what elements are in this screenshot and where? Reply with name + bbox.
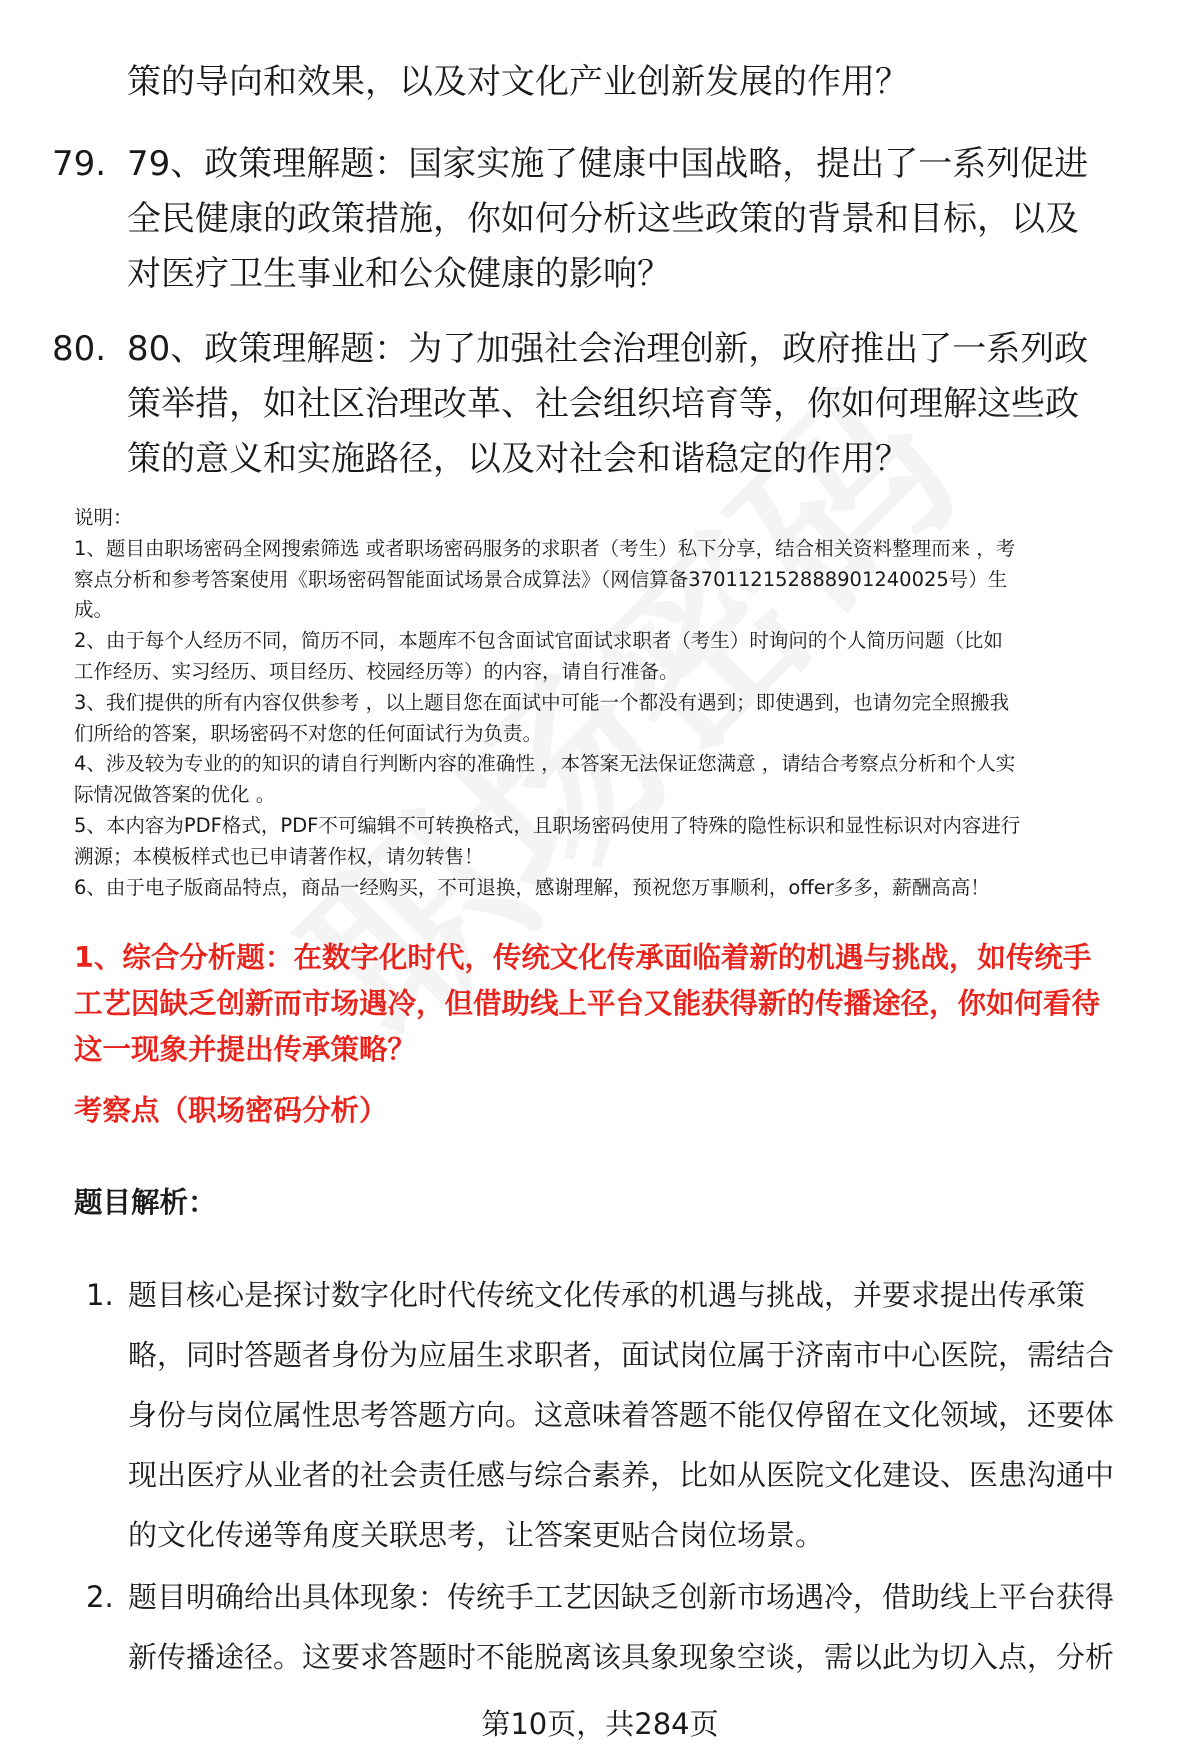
analysis-line: 新传播途径。这要求答题时不能脱离该具象现象空谈，需以此为切入点，分析 (128, 1640, 1115, 1674)
question-line: 对医疗卫生事业和公众健康的影响？ (127, 254, 671, 294)
featured-question-line: 工艺因缺乏创新而市场遇冷，但借助线上平台又能获得新的传播途径，你如何看待 (74, 987, 1101, 1020)
featured-question (74, 935, 1174, 1073)
notes-line: 成。 (74, 598, 114, 622)
analysis-heading: 题目解析： (74, 1186, 217, 1219)
notes-line: 6、由于电子版商品特点，商品一经购买，不可退换，感谢理解，预祝您万事顺利，offer多多，薪酬高高！ (74, 875, 990, 899)
question-line: 全民健康的政策措施，你如何分析这些政策的背景和目标，以及 (127, 199, 1079, 239)
notes-line: 1、题目由职场密码全网搜索筛选 或者职场密码服务的求职者（考生）私下分享，结合相关资料整理而来 ，考 (74, 536, 1016, 560)
previous-question-tail: 策的导向和效果，以及对文化产业创新发展的作用？ (127, 62, 909, 102)
featured-question-line: 1、综合分析题：在数字化时代，传统文化传承面临着新的机遇与挑战，如传统手 (74, 941, 1092, 974)
featured-question-line: 这一现象并提出传承策略？ (74, 1033, 417, 1066)
analysis-line: 身份与岗位属性思考答题方向。这意味着答题不能仅停留在文化领域，还要体 (128, 1398, 1115, 1432)
notes-section (74, 503, 1154, 903)
notes-title: 说明： (74, 506, 133, 529)
question-line: 策举措，如社区治理改革、社会组织培育等，你如何理解这些政 (127, 384, 1079, 424)
analysis-line: 现出医疗从业者的社会责任感与综合素养，比如从医院文化建设、医患沟通中 (128, 1458, 1115, 1492)
notes-line: 溯源；本模板样式也已申请著作权，请勿转售！ (74, 844, 484, 868)
notes-line: 2、由于每个人经历不同，简历不同，本题库不包含面试官面试求职者（考生）时询问的个人简历问题（比如 (74, 629, 1003, 653)
notes-line: 4、涉及较为专业的的知识的请自行判断内容的准确性 ，本答案无法保证您满意 ，请结合考察点分析和个人实 (74, 752, 1016, 776)
notes-line: 际情况做答案的优化 。 (74, 783, 276, 807)
analysis-number: 1. (86, 1278, 114, 1312)
question-number: 80. (52, 329, 107, 369)
page-footer: 第10页，共284页 (481, 1707, 719, 1741)
analysis-line: 略，同时答题者身份为应届生求职者，面试岗位属于济南市中心医院，需结合 (128, 1338, 1115, 1372)
notes-line: 工作经历、实习经历、项目经历、校园经历等）的内容，请自行准备。 (74, 659, 679, 683)
question-line: 80、政策理解题：为了加强社会治理创新，政府推出了一系列政 (127, 329, 1089, 369)
question-line: 79、政策理解题：国家实施了健康中国战略，提出了一系列促进 (127, 144, 1089, 184)
analysis-number: 2. (86, 1580, 114, 1614)
notes-line: 3、我们提供的所有内容仅供参考 ，以上题目您在面试中可能一个都没有遇到；即使遇到，也请勿完全照搬我 (74, 690, 1010, 714)
exam-point-heading: 考察点（职场密码分析） (74, 1094, 388, 1127)
notes-line: 们所给的答案，职场密码不对您的任何面试行为负责。 (74, 721, 543, 745)
notes-line: 5、本内容为PDF格式，PDF不可编辑不可转换格式，且职场密码使用了特殊的隐性标识和显性标识对内容进行 (74, 813, 1021, 837)
analysis-line: 的文化传递等角度关联思考，让答案更贴合岗位场景。 (128, 1518, 825, 1552)
notes-line: 察点分析和参考答案使用《职场密码智能面试场景合成算法》（网信算备370112152888901240025号）生 (74, 567, 1008, 591)
analysis-line: 题目核心是探讨数字化时代传统文化传承的机遇与挑战，并要求提出传承策 (128, 1278, 1086, 1312)
analysis-line: 题目明确给出具体现象：传统手工艺因缺乏创新市场遇冷，借助线上平台获得 (128, 1580, 1115, 1614)
question-line: 策的意义和实施路径，以及对社会和谐稳定的作用？ (127, 439, 909, 479)
question-number: 79. (52, 144, 107, 184)
